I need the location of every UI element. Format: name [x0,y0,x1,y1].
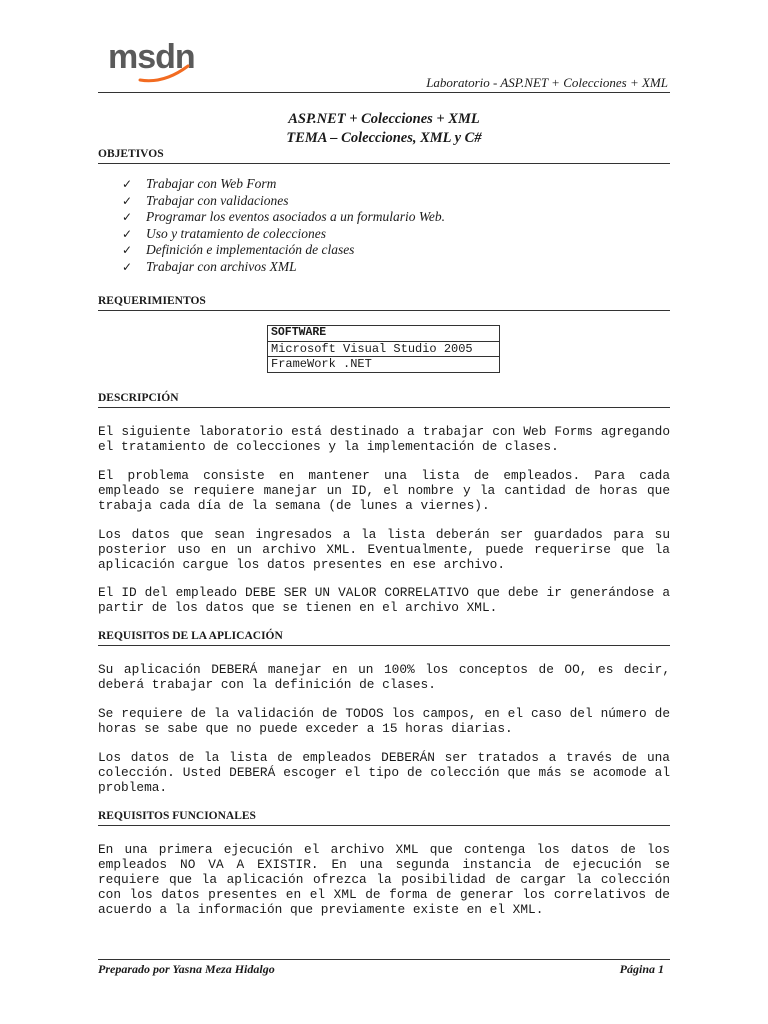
checkmark-icon: ✓ [122,259,133,274]
list-item: ✓ Trabajar con validaciones [122,192,289,208]
section-heading-requisitos-funcionales: REQUISITOS FUNCIONALES [98,809,670,826]
footer-divider [98,959,670,960]
section-heading-descripcion: DESCRIPCIÓN [98,391,670,408]
description-paragraph: El problema consiste en mantener una lista de empleados. Para cada empleado se requiere manejar un ID, el nombre y la cantidad de horas que trabaja cada día de la semana (de lunes a viernes). [98,468,670,513]
msdn-logo: msdn [108,38,195,76]
document-header: Laboratorio - ASP.NET + Colecciones + XML [426,75,668,90]
objectives-list [122,176,445,275]
table-header-cell: SOFTWARE [268,326,500,342]
description-paragraph: Los datos que sean ingresados a la lista deberán ser guardados para su posterior uso en un archivo XML. Eventualmente, puede requerirse que la aplicación cargue los datos presentes en ese archivo. [98,527,670,572]
functional-requirement-paragraph: En una primera ejecución el archivo XML que contenga los datos de los empleados NO VA A EXISTIR. En una segunda instancia de ejecución se requiere que la aplicación ofrezca la posibilidad de cargar la colección con los datos presentes en el XML de forma de generar los correlativos de acuerdo a la información que previamente existe en el XML. [98,842,670,917]
table-row [268,357,500,373]
document-subtitle: TEMA – Colecciones, XML y C# [286,130,482,146]
list-item: ✓ Programar los eventos asociados a un formulario Web. [122,209,445,224]
table-cell: FrameWork .NET [268,357,500,373]
page-number: Página 1 [619,962,664,976]
app-requirement-paragraph: Los datos de la lista de empleados DEBERÁN ser tratados a través de una colección. Usted DEBERÁ escoger el tipo de colección que más se acomode al problema. [98,750,670,795]
list-item: ✓ Trabajar con Web Form [122,176,277,191]
checkmark-icon: ✓ [122,177,133,191]
app-requirement-paragraph: Su aplicación DEBERÁ manejar en un 100% los conceptos de OO, es decir, deberá trabajar con la definición de clases. [98,662,670,692]
list-item: ✓ Uso y tratamiento de colecciones [122,225,326,241]
table-cell: Microsoft Visual Studio 2005 [268,341,500,357]
list-item: ✓ Definición e implementación de clases [122,242,355,257]
app-requirement-paragraph: Se requiere de la validación de TODOS los campos, en el caso del número de horas se sabe que no puede exceder a 15 horas diarias. [98,706,670,736]
header-divider [98,92,670,93]
description-paragraph: El ID del empleado DEBE SER UN VALOR CORRELATIVO que debe ir generándose a partir de los datos que se tienen en el archivo XML. [98,585,670,615]
section-heading-requisitos-aplicacion: REQUISITOS DE LA APLICACIÓN [98,629,670,646]
description-paragraph: El siguiente laboratorio está destinado a trabajar con Web Forms agregando el tratamiento de colecciones y la implementación de clases. [98,424,670,454]
table-row [268,326,500,342]
section-heading-requerimientos: REQUERIMIENTOS [98,294,670,311]
checkmark-icon: ✓ [122,243,133,257]
section-heading-objetivos: OBJETIVOS [98,147,670,164]
software-table [267,325,500,373]
checkmark-icon: ✓ [122,193,133,208]
checkmark-icon: ✓ [122,210,133,224]
logo-swoosh-icon [138,64,192,84]
document-title: ASP.NET + Colecciones + XML [288,111,480,127]
footer-author: Preparado por Yasna Meza Hidalgo [98,962,275,976]
table-row [268,341,500,357]
list-item: ✓ Trabajar con archivos XML [122,258,297,274]
checkmark-icon: ✓ [122,226,133,241]
